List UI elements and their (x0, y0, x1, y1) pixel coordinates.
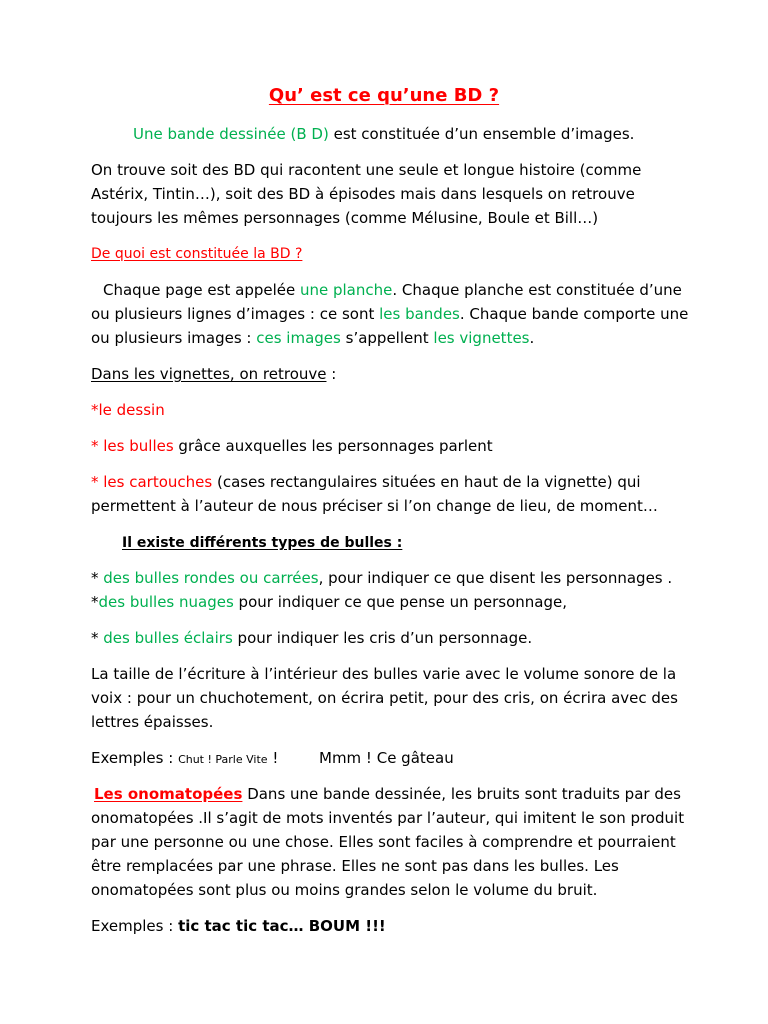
bullet: * (91, 569, 104, 587)
item-bulles (91, 434, 493, 458)
heading-onomatopees: Les onomatopées (94, 785, 243, 803)
item-cartouches (91, 470, 641, 494)
page-title: Qu’ est ce qu’une BD ? (268, 85, 500, 106)
heading-vignettes-text: Dans les vignettes, on retrouve (91, 365, 327, 383)
bubble-type-1-text: , pour indiquer ce que disent les personnages . (318, 569, 673, 587)
term-bulles: * les bulles (91, 437, 174, 455)
bubble-type-3-text: pour indiquer les cris d’un personnage. (232, 629, 533, 647)
onomatopees-line4: être remplacées par une phrase. Elles ne sont pas dans les bulles. Les (91, 857, 619, 875)
term-bandes: les bandes (379, 305, 460, 323)
para2-text: Chaque page est appelée (103, 281, 300, 299)
examples-label-2: Exemples : (91, 917, 179, 935)
example-small-bang: ! (267, 749, 279, 767)
para2-text: ou plusieurs images : (91, 329, 257, 347)
para2-line1 (103, 278, 682, 302)
bullet: * (91, 593, 99, 611)
para2-line3 (91, 326, 534, 350)
bubble-type-3 (91, 626, 532, 650)
examples-size (91, 746, 278, 772)
heading-bulles-types: Il existe différents types de bulles : (122, 535, 403, 551)
term-bulles-eclairs: des bulles éclairs (103, 629, 233, 647)
para1-line1: On trouve soit des BD qui racontent une seule et longue histoire (comme (91, 161, 642, 179)
bubble-type-2 (91, 590, 567, 614)
examples-label: Exemples : (91, 749, 179, 767)
para2-line2 (91, 302, 688, 326)
example-boum: tic tac tic tac… BOUM !!! (178, 917, 386, 935)
example-small-text: Chut ! Parle Vite (178, 753, 268, 766)
item-dessin: *le dessin (91, 401, 165, 419)
heading-vignettes-colon: : (326, 365, 337, 383)
bubble-type-2-text: pour indiquer ce que pense un personnage, (233, 593, 567, 611)
bubble-type-1 (91, 566, 672, 590)
term-bulles-rondes: des bulles rondes ou carrées (103, 569, 319, 587)
intro-rest: est constituée d’un ensemble d’images. (328, 125, 635, 143)
term-vignettes: les vignettes (433, 329, 530, 347)
onomatopees-line2: onomatopées .Il s’agit de mots inventés par l’auteur, qui imitent le son produit (91, 809, 685, 827)
para2-text: s’appellent (340, 329, 434, 347)
heading-vignettes (91, 362, 336, 386)
heading-constituee: De quoi est constituée la BD ? (91, 246, 303, 262)
para3-line1: La taille de l’écriture à l’intérieur des bulles varie avec le volume sonore de la (91, 665, 677, 683)
para3-line3: lettres épaisses. (91, 713, 214, 731)
para2-text: . Chaque planche est constituée d’une (392, 281, 682, 299)
term-cartouches: * les cartouches (91, 473, 213, 491)
onomatopees-line1 (91, 782, 681, 806)
onomatopees-line5: onomatopées sont plus ou moins grandes selon le volume du bruit. (91, 881, 598, 899)
bullet: * (91, 629, 104, 647)
term-planche: une planche (299, 281, 393, 299)
term-images: ces images (256, 329, 341, 347)
example-other: Mmm ! Ce gâteau (319, 749, 454, 767)
para2-text: ou plusieurs lignes d’images : ce sont (91, 305, 380, 323)
para2-text: . (529, 329, 535, 347)
para3-line2: voix : pour un chuchotement, on écrira petit, pour des cris, on écrira avec des (91, 689, 678, 707)
intro-line (133, 122, 634, 146)
onomatopees-text: Dans une bande dessinée, les bruits sont traduits par des (242, 785, 681, 803)
intro-term: Une bande dessinée (B D) (133, 125, 329, 143)
item-cartouches-line2: permettent à l’auteur de nous préciser si l’on change de lieu, de moment… (91, 497, 658, 515)
onomatopees-line3: par une personne ou une chose. Elles sont faciles à comprendre et pourraient (91, 833, 676, 851)
para1-line2: Astérix, Tintin…), soit des BD à épisodes mais dans lesquels on retrouve (91, 185, 635, 203)
term-bulles-nuages: des bulles nuages (98, 593, 234, 611)
item-bulles-text: grâce auxquelles les personnages parlent (173, 437, 493, 455)
para1-line3: toujours les mêmes personnages (comme Mélusine, Boule et Bill…) (91, 209, 599, 227)
para2-text: . Chaque bande comporte une (459, 305, 689, 323)
item-cartouches-text: (cases rectangulaires situées en haut de la vignette) qui (212, 473, 641, 491)
examples-onomatopees (91, 914, 386, 938)
